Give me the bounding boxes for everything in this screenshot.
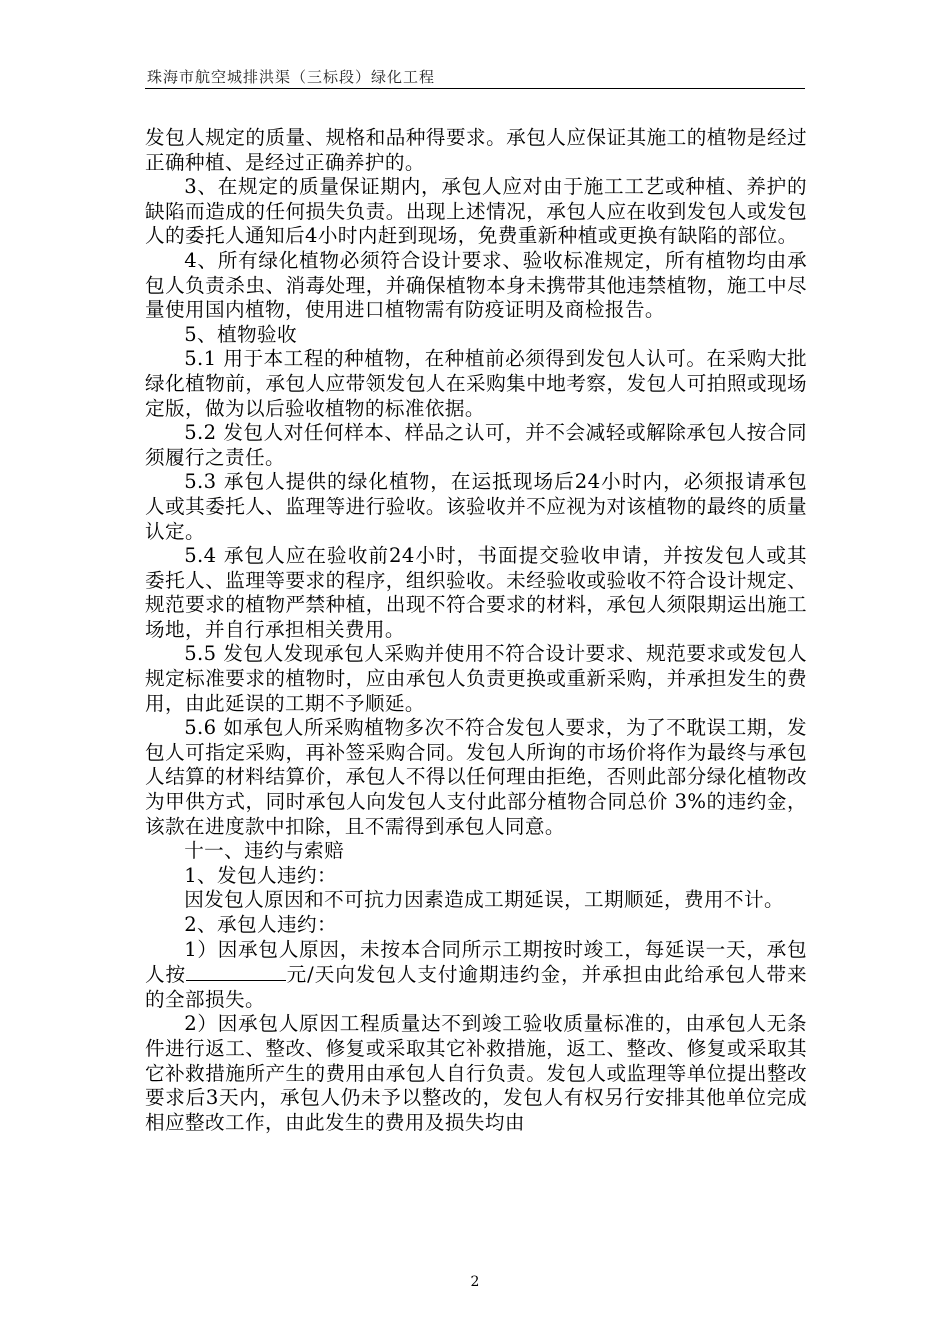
section-heading: 2、承包人违约： — [184, 913, 338, 936]
paragraph: 5.6 如承包人所采购植物多次不符合发包人要求，为了不耽误工期，发包人可指定采购，再补签采购合同。发包人所询的市场价将作为最终与承包人结算的材料结算价，承包人不得以任何理由拒绝，否则此部分绿化植物改为甲供方式，同时承包人向发包人支付此部分植物合同总价 3%的违约金，该款在进度款中扣除，且不需得到承包人同意。 — [145, 716, 807, 838]
section-heading: 5、植物验收 — [184, 322, 298, 346]
paragraph: 因发包人原因和不可抗力因素造成工期延误，工期顺延，费用不计。 — [184, 888, 784, 912]
paragraph: 5.4 承包人应在验收前24小时，书面提交验收申请，并按发包人或其委托人、监理等要求的程序，组织验收。未经验收或验收不符合设计规定、规范要求的植物严禁种植，出现不符合要求的材料，承包人须限期运出施工场地，并自行承担相关费用。 — [145, 544, 807, 641]
penalty-amount-blank — [186, 962, 286, 981]
section-heading: 1、发包人违约： — [184, 863, 338, 887]
paragraph: 发包人规定的质量、规格和品种得要求。承包人应保证其施工的植物是经过正确种植、是经过正确养护的。 — [145, 126, 807, 174]
header-title: 珠海市航空城排洪渠（三标段）绿化工程 — [147, 68, 436, 86]
chapter-heading: 十一、违约与索赔 — [184, 839, 345, 863]
penalty-text-after: 元/天向发包人支付逾期违约金，并承担由此给承包人带来的全部损失。 — [145, 963, 807, 1011]
page-number: 2 — [470, 1274, 480, 1290]
paragraph: 5.2 发包人对任何样本、样品之认可，并不会减轻或解除承包人按合同须履行之责任。 — [145, 421, 807, 469]
paragraph: 3、在规定的质量保证期内，承包人应对由于施工工艺或种植、养护的缺陷而造成的任何损失负责。出现上述情况，承包人应在收到发包人或发包人的委托人通知后4小时内赶到现场，免费重新种植或更换有缺陷的部位。 — [145, 175, 807, 248]
paragraph: 2）因承包人原因工程质量达不到竣工验收质量标准的，由承包人无条件进行返工、整改、修复或采取其它补救措施，返工、整改、修复或采取其它补救措施所产生的费用由承包人自行负责。发包人或监理等单位提出整改要求后3天内，承包人仍未予以整改的，发包人有权另行安排其他单位完成相应整改工作，由此发生的费用及损失均由 — [145, 1012, 807, 1134]
paragraph: 4、所有绿化植物必须符合设计要求、验收标准规定，所有植物均由承包人负责杀虫、消毒处理，并确保植物本身未携带其他违禁植物，施工中尽量使用国内植物，使用进口植物需有防疫证明及商检报告。 — [145, 248, 807, 322]
paragraph: 5.1 用于本工程的种植物，在种植前必须得到发包人认可。在采购大批绿化植物前，承包人应带领发包人在采购集中地考察，发包人可拍照或现场定版，做为以后验收植物的标准依据。 — [145, 347, 807, 420]
paragraph: 5.3 承包人提供的绿化植物，在运抵现场后24小时内，必须报请承包人或其委托人、监理等进行验收。该验收并不应视为对该植物的最终的质量认定。 — [145, 470, 807, 543]
penalty-paragraph — [145, 938, 807, 1013]
page-header — [145, 64, 805, 89]
penalty-text-before: 1）因承包人原因，未按本合同所示工期按时竣工，每延误一天，承包人按 — [145, 937, 807, 987]
paragraph: 5.5 发包人发现承包人采购并使用不符合设计要求、规范要求或发包人规定标准要求的植物时，应由承包人负责更换或重新采购，并承担发生的费用，由此延误的工期不予顺延。 — [145, 642, 807, 715]
document-body — [145, 126, 807, 1135]
